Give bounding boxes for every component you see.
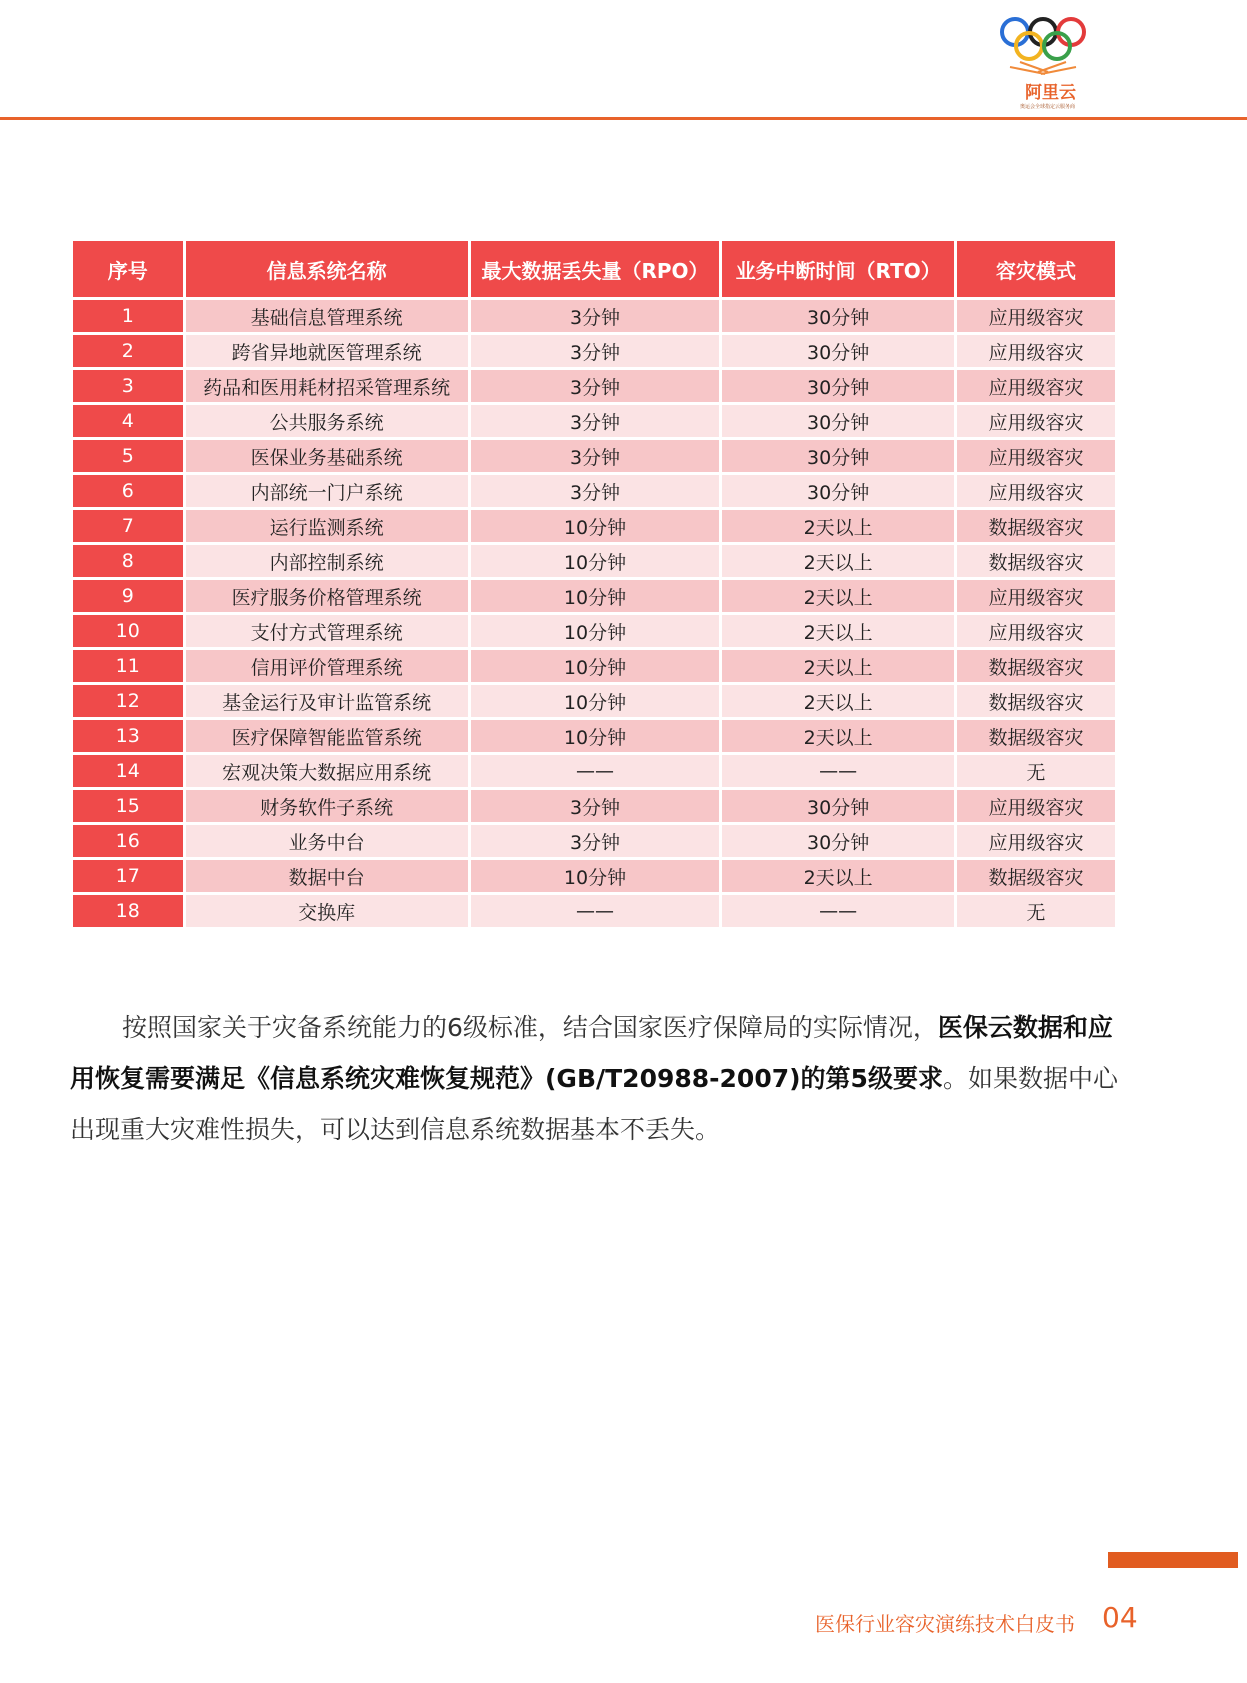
cell-index: 10 bbox=[73, 615, 183, 647]
cell-dr-mode: 应用级容灾 bbox=[957, 790, 1115, 822]
table-row bbox=[73, 895, 1115, 927]
table-row bbox=[73, 405, 1115, 437]
cell-dr-mode: 应用级容灾 bbox=[957, 370, 1115, 402]
col-header-rto: 业务中断时间（RTO） bbox=[722, 241, 954, 297]
col-header-system-name: 信息系统名称 bbox=[186, 241, 468, 297]
cell-rto: —— bbox=[722, 755, 954, 787]
footer-title: 医保行业容灾演练技术白皮书 bbox=[815, 1612, 1075, 1636]
table-row bbox=[73, 615, 1115, 647]
paragraph-text-2: 。如果数据中心出现重大灾难性损失，可以达到信息系统数据基本不丢失。 bbox=[70, 1064, 1118, 1144]
cell-rpo: 3分钟 bbox=[471, 825, 720, 857]
cell-rto: 30分钟 bbox=[722, 370, 954, 402]
cell-index: 14 bbox=[73, 755, 183, 787]
table-row bbox=[73, 335, 1115, 367]
header-divider bbox=[0, 117, 1247, 120]
cell-system-name: 基础信息管理系统 bbox=[186, 300, 468, 332]
cell-system-name: 数据中台 bbox=[186, 860, 468, 892]
footer-accent-bar bbox=[1108, 1552, 1238, 1568]
cell-rpo: 3分钟 bbox=[471, 475, 720, 507]
cell-rpo: 3分钟 bbox=[471, 300, 720, 332]
cell-dr-mode: 应用级容灾 bbox=[957, 580, 1115, 612]
cell-system-name: 医疗服务价格管理系统 bbox=[186, 580, 468, 612]
cell-rto: —— bbox=[722, 895, 954, 927]
col-header-rpo: 最大数据丢失量（RPO） bbox=[471, 241, 720, 297]
col-header-dr-mode: 容灾模式 bbox=[957, 241, 1115, 297]
cell-system-name: 内部统一门户系统 bbox=[186, 475, 468, 507]
cell-rpo: 10分钟 bbox=[471, 720, 720, 752]
cell-dr-mode: 应用级容灾 bbox=[957, 615, 1115, 647]
cell-index: 2 bbox=[73, 335, 183, 367]
cell-system-name: 内部控制系统 bbox=[186, 545, 468, 577]
cell-dr-mode: 数据级容灾 bbox=[957, 685, 1115, 717]
table-row bbox=[73, 825, 1115, 857]
cell-system-name: 运行监测系统 bbox=[186, 510, 468, 542]
cell-system-name: 医疗保障智能监管系统 bbox=[186, 720, 468, 752]
cell-dr-mode: 数据级容灾 bbox=[957, 650, 1115, 682]
cell-rto: 30分钟 bbox=[722, 300, 954, 332]
cell-system-name: 宏观决策大数据应用系统 bbox=[186, 755, 468, 787]
cell-index: 8 bbox=[73, 545, 183, 577]
page-number: 04 bbox=[1102, 1601, 1138, 1634]
cell-system-name: 公共服务系统 bbox=[186, 405, 468, 437]
cell-system-name: 跨省异地就医管理系统 bbox=[186, 335, 468, 367]
cell-rpo: 3分钟 bbox=[471, 335, 720, 367]
table-row bbox=[73, 475, 1115, 507]
table-row bbox=[73, 685, 1115, 717]
cell-rto: 2天以上 bbox=[722, 720, 954, 752]
cell-rto: 2天以上 bbox=[722, 860, 954, 892]
cell-system-name: 交换库 bbox=[186, 895, 468, 927]
cell-dr-mode: 数据级容灾 bbox=[957, 720, 1115, 752]
cell-rpo: 10分钟 bbox=[471, 580, 720, 612]
cell-index: 5 bbox=[73, 440, 183, 472]
cell-index: 13 bbox=[73, 720, 183, 752]
cell-rpo: 10分钟 bbox=[471, 615, 720, 647]
cell-index: 17 bbox=[73, 860, 183, 892]
table-row bbox=[73, 300, 1115, 332]
table-row bbox=[73, 440, 1115, 472]
paragraph-bold-text: 医保云数据和应用恢复需要满足《信息系统灾难恢复规范》(GB/T20988-2007)的第5级要求 bbox=[70, 1013, 1113, 1093]
cell-index: 18 bbox=[73, 895, 183, 927]
cell-rpo: 3分钟 bbox=[471, 440, 720, 472]
cell-rto: 2天以上 bbox=[722, 545, 954, 577]
table-row bbox=[73, 580, 1115, 612]
cell-dr-mode: 应用级容灾 bbox=[957, 825, 1115, 857]
cell-dr-mode: 数据级容灾 bbox=[957, 510, 1115, 542]
cell-dr-mode: 应用级容灾 bbox=[957, 405, 1115, 437]
cell-rpo: 10分钟 bbox=[471, 650, 720, 682]
table-row bbox=[73, 650, 1115, 682]
cell-rto: 30分钟 bbox=[722, 405, 954, 437]
cell-rto: 2天以上 bbox=[722, 615, 954, 647]
cell-rpo: 3分钟 bbox=[471, 790, 720, 822]
cell-system-name: 医保业务基础系统 bbox=[186, 440, 468, 472]
disaster-recovery-table bbox=[70, 238, 1118, 930]
cell-dr-mode: 数据级容灾 bbox=[957, 860, 1115, 892]
cell-rto: 30分钟 bbox=[722, 335, 954, 367]
table-row bbox=[73, 860, 1115, 892]
brand-logo-subtitle: 奥运会全球指定云服务商 bbox=[1020, 104, 1076, 110]
cell-rpo: 10分钟 bbox=[471, 510, 720, 542]
cell-dr-mode: 应用级容灾 bbox=[957, 475, 1115, 507]
table-header-row bbox=[73, 241, 1115, 297]
cell-rto: 30分钟 bbox=[722, 790, 954, 822]
cell-rpo: —— bbox=[471, 895, 720, 927]
cell-rpo: 10分钟 bbox=[471, 685, 720, 717]
table-row bbox=[73, 510, 1115, 542]
cell-index: 7 bbox=[73, 510, 183, 542]
cell-index: 11 bbox=[73, 650, 183, 682]
cell-rto: 30分钟 bbox=[722, 440, 954, 472]
cell-index: 1 bbox=[73, 300, 183, 332]
cell-system-name: 信用评价管理系统 bbox=[186, 650, 468, 682]
cell-rpo: 3分钟 bbox=[471, 370, 720, 402]
cell-index: 4 bbox=[73, 405, 183, 437]
cell-dr-mode: 无 bbox=[957, 895, 1115, 927]
cell-dr-mode: 应用级容灾 bbox=[957, 335, 1115, 367]
cell-rpo: 10分钟 bbox=[471, 545, 720, 577]
cell-dr-mode: 无 bbox=[957, 755, 1115, 787]
cell-index: 15 bbox=[73, 790, 183, 822]
cell-rto: 2天以上 bbox=[722, 510, 954, 542]
brand-logo-text: 阿里云 bbox=[1025, 83, 1076, 103]
cell-rto: 2天以上 bbox=[722, 580, 954, 612]
table-row bbox=[73, 370, 1115, 402]
cell-dr-mode: 数据级容灾 bbox=[957, 545, 1115, 577]
cell-rto: 30分钟 bbox=[722, 475, 954, 507]
cell-rto: 30分钟 bbox=[722, 825, 954, 857]
table-row bbox=[73, 755, 1115, 787]
cell-index: 16 bbox=[73, 825, 183, 857]
cell-system-name: 财务软件子系统 bbox=[186, 790, 468, 822]
body-paragraph bbox=[70, 1002, 1120, 1155]
col-header-index: 序号 bbox=[73, 241, 183, 297]
cell-index: 3 bbox=[73, 370, 183, 402]
cell-rpo: 10分钟 bbox=[471, 860, 720, 892]
table-body bbox=[73, 300, 1115, 927]
table-row bbox=[73, 720, 1115, 752]
cell-system-name: 基金运行及审计监管系统 bbox=[186, 685, 468, 717]
cell-index: 12 bbox=[73, 685, 183, 717]
cell-index: 6 bbox=[73, 475, 183, 507]
cell-system-name: 业务中台 bbox=[186, 825, 468, 857]
cell-rto: 2天以上 bbox=[722, 685, 954, 717]
paragraph-text-1: 按照国家关于灾备系统能力的6级标准，结合国家医疗保障局的实际情况， bbox=[122, 1013, 938, 1042]
cell-dr-mode: 应用级容灾 bbox=[957, 440, 1115, 472]
table-row bbox=[73, 790, 1115, 822]
cell-rpo: 3分钟 bbox=[471, 405, 720, 437]
cell-system-name: 支付方式管理系统 bbox=[186, 615, 468, 647]
table-row bbox=[73, 545, 1115, 577]
cell-dr-mode: 应用级容灾 bbox=[957, 300, 1115, 332]
cell-rpo: —— bbox=[471, 755, 720, 787]
cell-index: 9 bbox=[73, 580, 183, 612]
cell-system-name: 药品和医用耗材招采管理系统 bbox=[186, 370, 468, 402]
cell-rto: 2天以上 bbox=[722, 650, 954, 682]
